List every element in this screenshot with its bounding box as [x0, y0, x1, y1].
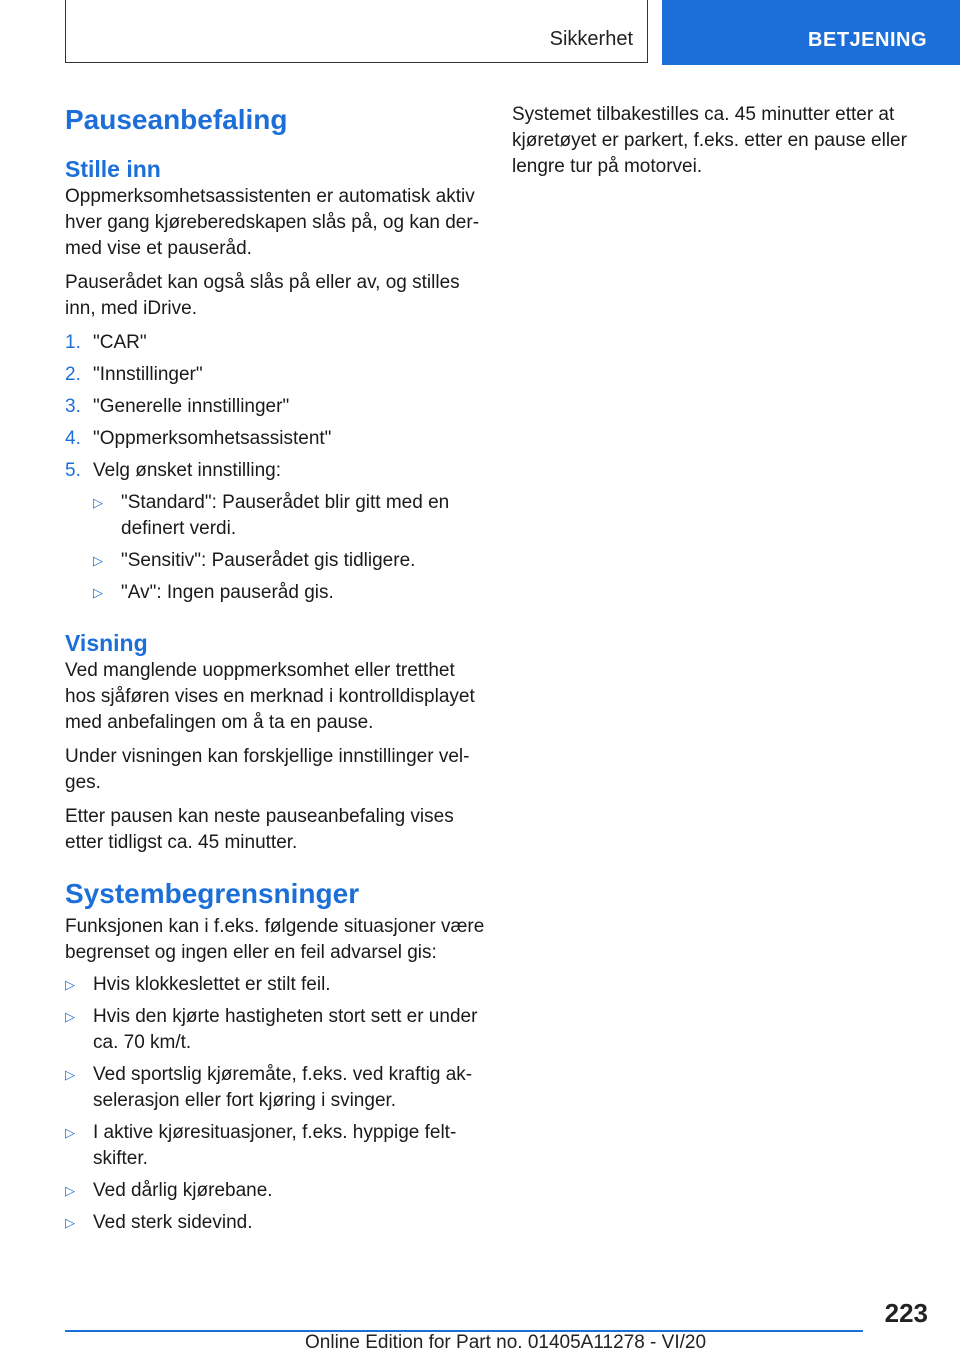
step-text: "Generelle innstillinger" — [93, 396, 290, 417]
list-item — [65, 330, 485, 356]
triangle-bullet-icon: ▷ — [65, 1125, 75, 1140]
paragraph: Etter pausen kan neste pauseanbefaling vises etter tidligst ca. 45 minutter. — [65, 806, 454, 853]
section-heading-systembegrensninger: Systembegrensninger — [65, 878, 360, 909]
section-heading-stille-inn: Stille inn — [65, 156, 161, 182]
list-item — [65, 426, 485, 452]
triangle-bullet-icon: ▷ — [93, 495, 103, 510]
list-item — [65, 972, 485, 998]
list-item — [65, 1120, 485, 1172]
header-chapter-label: BETJENING — [808, 29, 927, 51]
step-number: 5. — [65, 460, 81, 481]
list-item — [65, 1004, 485, 1056]
limitation-text: Hvis den kjørte hastigheten stort sett er under ca. 70 km/t. — [93, 1006, 478, 1053]
limitation-text: Ved sportslig kjøremåte, f.eks. ved kraftig akselerasjon eller fort kjøring i svinger. — [93, 1064, 473, 1111]
step-text: Velg ønsket innstilling: — [93, 460, 281, 481]
list-item — [65, 1210, 485, 1236]
list-item — [65, 458, 485, 484]
page-title: Pauseanbefaling — [65, 104, 288, 135]
limitation-list — [65, 972, 485, 1236]
limitation-text: Hvis klokkeslettet er stilt feil. — [93, 974, 331, 995]
option-text: "Sensitiv": Pauserådet gis tidligere. — [121, 550, 416, 571]
triangle-bullet-icon: ▷ — [65, 1067, 75, 1082]
triangle-bullet-icon: ▷ — [65, 1183, 75, 1198]
list-item — [65, 1062, 485, 1114]
paragraph: Systemet tilbakestilles ca. 45 minutter etter at kjøretøyet er parkert, f.eks. etter en pause eller lengre tur på motorvei. — [512, 104, 907, 177]
step-number: 4. — [65, 428, 81, 449]
step-text: "CAR" — [93, 332, 147, 353]
header-chapter-tab[interactable] — [662, 0, 960, 65]
list-item — [93, 490, 485, 542]
list-item — [65, 394, 485, 420]
step-number: 1. — [65, 332, 81, 353]
paragraph: Oppmerksomhetsassistenten er automatisk aktiv hver gang kjøreberedskapen slås på, og kan dermed vise et pauseråd. — [65, 186, 480, 259]
step-text: "Innstillinger" — [93, 364, 203, 385]
paragraph: Under visningen kan forskjellige innstillinger velges. — [65, 746, 470, 793]
list-item — [65, 362, 485, 388]
list-item — [93, 580, 485, 606]
limitation-text: I aktive kjøresituasjoner, f.eks. hyppige feltskifter. — [93, 1122, 457, 1169]
numbered-steps — [65, 330, 485, 484]
header-section-title: Sikkerhet — [549, 28, 633, 50]
option-text: "Standard": Pauserådet blir gitt med en definert verdi. — [121, 492, 450, 539]
header-section-box — [65, 0, 648, 63]
triangle-bullet-icon: ▷ — [65, 1009, 75, 1024]
step-number: 2. — [65, 364, 81, 385]
list-item — [65, 1178, 485, 1204]
step-text: "Oppmerksomhetsassistent" — [93, 428, 332, 449]
triangle-bullet-icon: ▷ — [65, 1215, 75, 1230]
left-column — [65, 100, 485, 1236]
footer-edition: Online Edition for Part no. 01405A11278 - VI/20 — [305, 1332, 707, 1353]
triangle-bullet-icon: ▷ — [93, 585, 103, 600]
triangle-bullet-icon: ▷ — [65, 977, 75, 992]
limitation-text: Ved dårlig kjørebane. — [93, 1180, 273, 1201]
option-list — [65, 490, 485, 606]
page-number: 223 — [884, 1298, 928, 1328]
section-heading-visning: Visning — [65, 630, 148, 656]
paragraph: Pauserådet kan også slås på eller av, og stilles inn, med iDrive. — [65, 272, 460, 319]
paragraph: Funksjonen kan i f.eks. følgende situasjoner være begrenset og ingen eller en feil advarsel gis: — [65, 916, 485, 963]
triangle-bullet-icon: ▷ — [93, 553, 103, 568]
option-text: "Av": Ingen pauseråd gis. — [121, 582, 334, 603]
list-item — [93, 548, 485, 574]
step-number: 3. — [65, 396, 81, 417]
right-column — [512, 102, 922, 180]
limitation-text: Ved sterk sidevind. — [93, 1212, 253, 1233]
paragraph: Ved manglende uoppmerksomhet eller tretthet hos sjåføren vises en merknad i kontrolldisplayet med anbefalingen om å ta en pause. — [65, 660, 475, 733]
